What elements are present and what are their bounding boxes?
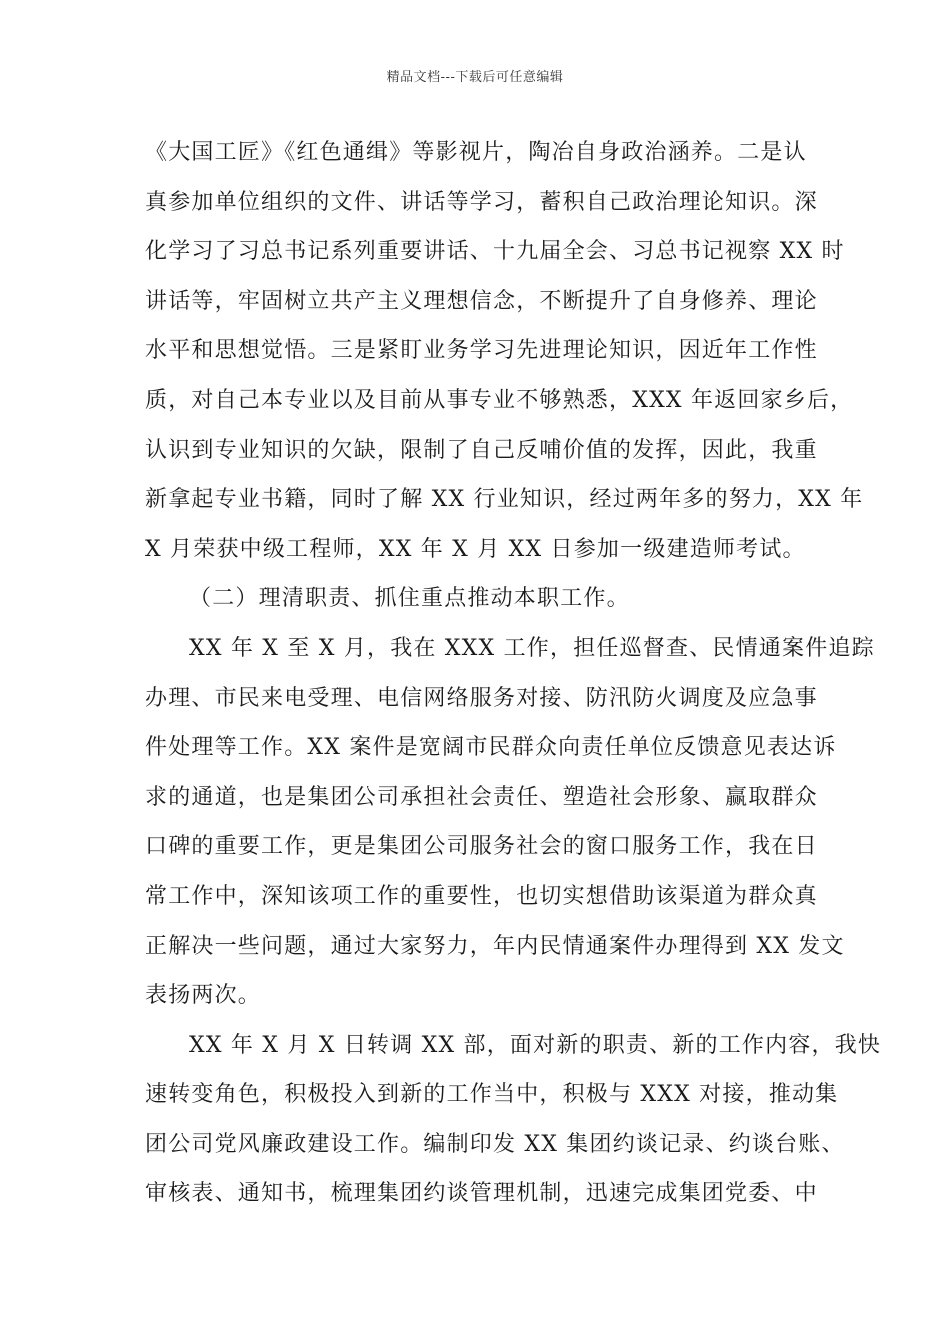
document-body	[145, 128, 882, 1219]
text-line: 质，对自己本专业以及目前从事专业不够熟悉，XXX 年返回家乡后，	[145, 387, 854, 413]
text-line: 表扬两次。	[145, 983, 262, 1009]
text-line: 认识到专业知识的欠缺，限制了自己反哺价值的发挥，因此，我重	[145, 437, 818, 463]
text-line: 新拿起专业书籍，同时了解 XX 行业知识，经过两年多的努力，XX 年	[145, 487, 864, 513]
text-line: 讲话等，牢固树立共产主义理想信念，不断提升了自身修养、理论	[145, 288, 818, 314]
text-line: 团公司党风廉政建设工作。编制印发 XX 集团约谈记录、约谈台账、	[145, 1131, 845, 1157]
text-line: 速转变角色，积极投入到新的工作当中，积极与 XXX 对接，推动集	[145, 1082, 839, 1108]
text-line: 《大国工匠》《红色通缉》等影视片，陶冶自身政治涵养。二是认	[145, 140, 807, 165]
text-line: 真参加单位组织的文件、讲话等学习，蓄积自己政治理论知识。深	[145, 189, 818, 215]
text-line: 审核表、通知书，梳理集团约谈管理机制，迅速完成集团党委、中	[145, 1181, 818, 1207]
text-line: 求的通道，也是集团公司承担社会责任、塑造社会形象、赢取群众	[145, 784, 818, 810]
text-line: 正解决一些问题，通过大家努力，年内民情通案件办理得到 XX 发文	[145, 933, 845, 959]
text-line: 口碑的重要工作，更是集团公司服务社会的窗口服务工作，我在日	[145, 834, 818, 860]
text-line: 常工作中，深知该项工作的重要性，也切实想借助该渠道为群众真	[145, 883, 818, 909]
text-line: 办理、市民来电受理、电信网络服务对接、防汛防火调度及应急事	[145, 685, 818, 711]
section-heading: （二）理清职责、抓住重点推动本职工作。	[189, 586, 630, 612]
page-header: 精品文档---下载后可任意编辑	[386, 70, 564, 85]
text-line: XX 年 X 月 X 日转调 XX 部，面对新的职责、新的工作内容，我快	[189, 1032, 882, 1058]
text-line: 化学习了习总书记系列重要讲话、十九届全会、习总书记视察 XX 时	[145, 239, 845, 265]
text-line: XX 年 X 至 X 月，我在 XXX 工作，担任巡督查、民情通案件追踪	[189, 635, 875, 661]
text-line: 件处理等工作。XX 案件是宽阔市民群众向责任单位反馈意见表达诉	[145, 735, 837, 761]
text-line: X 月荣获中级工程师，XX 年 X 月 XX 日参加一级建造师考试。	[145, 536, 806, 562]
text-line: 水平和思想觉悟。三是紧盯业务学习先进理论知识，因近年工作性	[145, 338, 818, 364]
